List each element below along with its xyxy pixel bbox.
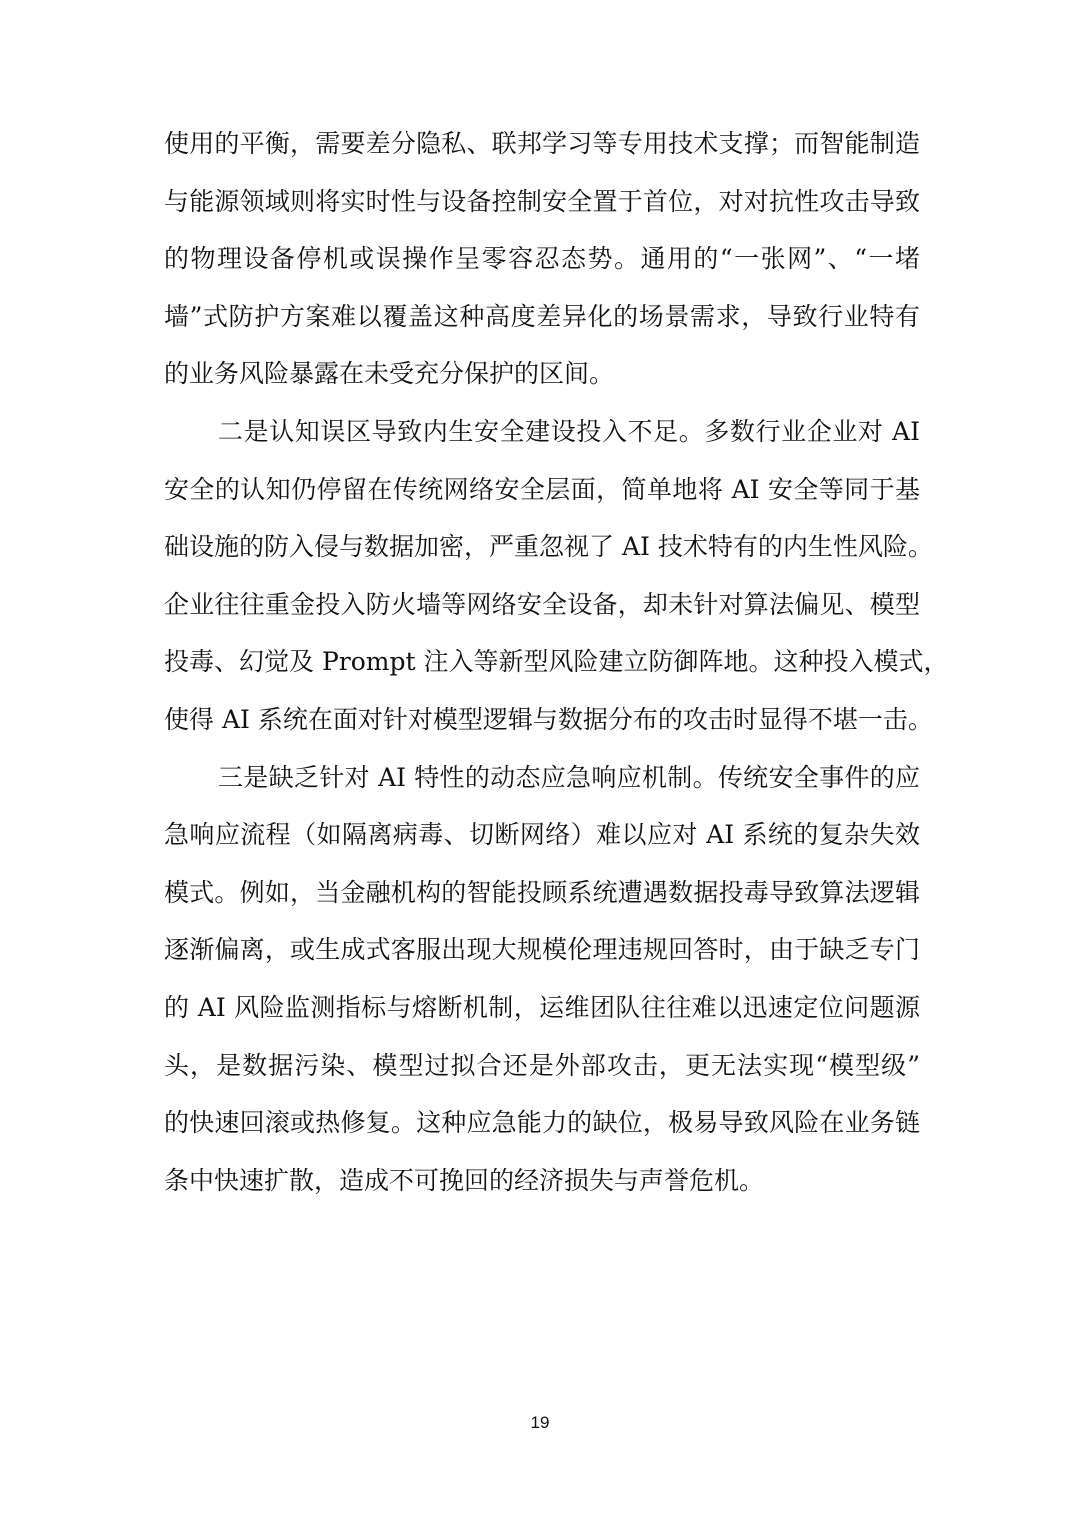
text-line: 的物理设备停机或误操作呈零容忍态势。通用的“一张网”、“一堵 bbox=[164, 244, 920, 274]
paragraph-first-line: 三是缺乏针对 AI 特性的动态应急响应机制。传统安全事件的应 bbox=[218, 762, 920, 792]
text-line: 使得 AI 系统在面对针对模型逻辑与数据分布的攻击时显得不堪一击。 bbox=[164, 704, 933, 734]
text-line: 企业往往重金投入防火墙等网络安全设备，却未针对算法偏见、模型 bbox=[164, 589, 920, 619]
body-text bbox=[164, 122, 949, 1216]
paragraph-first-line: 二是认知误区导致内生安全建设投入不足。多数行业企业对 AI bbox=[218, 416, 920, 446]
page-number: 19 bbox=[530, 1413, 550, 1432]
text-line: 的业务风险暴露在未受充分保护的区间。 bbox=[164, 359, 615, 389]
text-line: 模式。例如，当金融机构的智能投顾系统遭遇数据投毒导致算法逻辑 bbox=[164, 877, 920, 907]
text-line: 的快速回滚或热修复。这种应急能力的缺位，极易导致风险在业务链 bbox=[164, 1108, 920, 1138]
text-line: 与能源领域则将实时性与设备控制安全置于首位，对对抗性攻击导致 bbox=[164, 186, 920, 216]
text-line: 逐渐偏离，或生成式客服出现大规模伦理违规回答时，由于缺乏专门 bbox=[164, 935, 920, 965]
text-line: 急响应流程（如隔离病毒、切断网络）难以应对 AI 系统的复杂失效 bbox=[164, 820, 920, 850]
text-line: 投毒、幻觉及 Prompt 注入等新型风险建立防御阵地。这种投入模式， bbox=[164, 647, 949, 677]
text-line: 安全的认知仍停留在传统网络安全层面，简单地将 AI 安全等同于基 bbox=[164, 474, 920, 504]
text-line: 条中快速扩散，造成不可挽回的经济损失与声誉危机。 bbox=[164, 1165, 765, 1195]
text-line: 头，是数据污染、模型过拟合还是外部攻击，更无法实现“模型级” bbox=[164, 1050, 920, 1080]
text-line: 础设施的防入侵与数据加密，严重忽视了 AI 技术特有的内生性风险。 bbox=[164, 532, 933, 562]
text-line: 墙”式防护方案难以覆盖这种高度差异化的场景需求，导致行业特有 bbox=[164, 301, 920, 331]
text-line: 的 AI 风险监测指标与熔断机制，运维团队往往难以迅速定位问题源 bbox=[164, 992, 920, 1022]
text-line: 使用的平衡，需要差分隐私、联邦学习等专用技术支撑；而智能制造 bbox=[164, 129, 920, 158]
